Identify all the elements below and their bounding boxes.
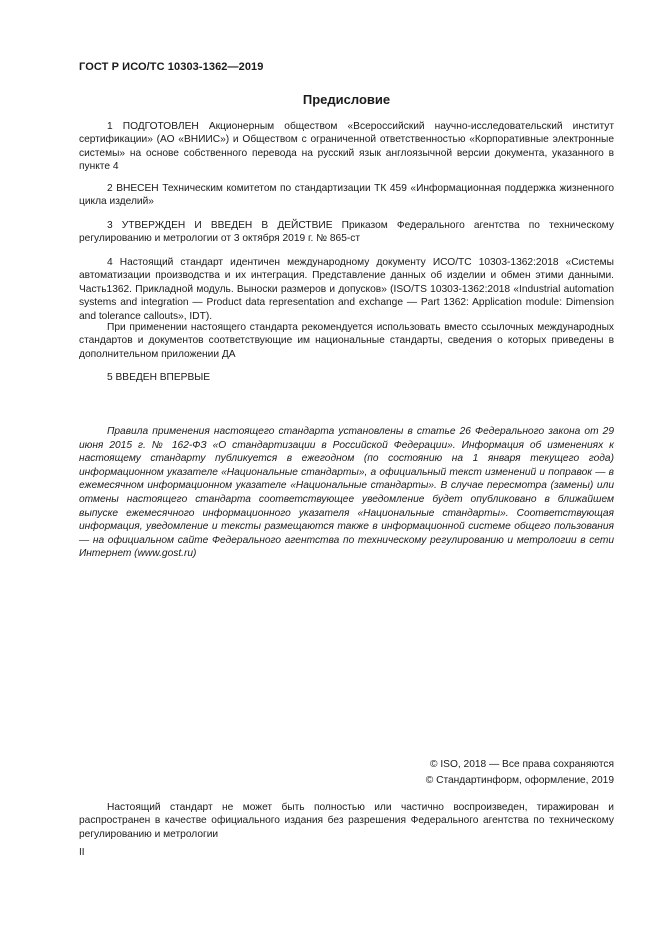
paragraph-text: При применении настоящего стандарта рекомендуется использовать вместо ссылочных международных стандартов и документов соответствующие им национальные стандарты, сведения о которых приведены в дополнительном приложении ДА bbox=[79, 322, 614, 360]
paragraph-text: 4 Настоящий стандарт идентичен международному документу ИСО/ТС 10303-1362:2018 «Системы автоматизации производства и их интеграция. Представление данных об изделии и обмен этими данными. Часть1362. Прикладной модуль. Выноски размеров и допусков» (ISO/TS 10303-1362:2018 «Industrial automation systems and integration — Product data representation and exchange — Part 1362: Application module: Dimension and tolerance callouts», IDT). bbox=[79, 257, 614, 322]
page-number: II bbox=[79, 847, 85, 858]
page-title bbox=[0, 92, 661, 107]
notice-text: Настоящий стандарт не может быть полностью или частично воспроизведен, тиражирован и распространен в качестве официального издания без разрешения Федерального агентства по техническому регулированию и метрологии bbox=[79, 802, 614, 840]
paragraph-identical-to bbox=[79, 256, 614, 323]
page-title-text: Предисловие bbox=[302, 92, 391, 107]
reproduction-notice bbox=[79, 801, 614, 841]
paragraph-text: 1 ПОДГОТОВЛЕН Акционерным обществом «Всероссийский научно-исследовательский институт сертификации» (АО «ВНИИС») и Обществом с ограниченной ответственностью «Корпоративные электронные системы» на основе собственного перевода на русский язык англоязычной версии документа, указанного в пункте 4 bbox=[79, 121, 614, 173]
paragraph-introduced-by bbox=[79, 182, 614, 209]
application-rules-note bbox=[79, 425, 614, 561]
copyright-standartinform: © Стандартинформ, оформление, 2019 bbox=[425, 775, 614, 786]
paragraph-introduced-first bbox=[79, 371, 614, 384]
note-text: Правила применения настоящего стандарта установлены в статье 26 Федерального закона от 29 июня 2015 г. № 162-ФЗ «О стандартизации в Российской Федерации». Информация об изменениях к настоящему стандарту публикуется в ежегодном (по состоянию на 1 января текущего года) информационном указателе «Национальные стандарты», а официальный текст изменений и поправок — в ежемесячном информационном указателе «Национальные стандарты». В случае пересмотра (замены) или отмены настоящего стандарта соответствующее уведомление будет опубликовано в ближайшем выпуске ежемесячного информационного указателя «Национальные стандарты». Соответствующая информация, уведомление и тексты размещаются также в информационной системе общего пользования — на официальном сайте Федерального агентства по техническому регулированию и метрологии в сети Интернет (www.gost.ru) bbox=[79, 426, 614, 560]
copyright-iso: © ISO, 2018 — Все права сохраняются bbox=[430, 759, 614, 770]
paragraph-text: 3 УТВЕРЖДЕН И ВВЕДЕН В ДЕЙСТВИЕ Приказом Федерального агентства по техническому регулированию и метрологии от 3 октября 2019 г. № 865-ст bbox=[79, 220, 614, 245]
paragraph-application-note bbox=[79, 321, 614, 361]
paragraph-prepared-by bbox=[79, 120, 614, 174]
standard-code: ГОСТ Р ИСО/ТС 10303-1362—2019 bbox=[79, 61, 264, 73]
paragraph-approved bbox=[79, 219, 614, 246]
paragraph-text: 2 ВНЕСЕН Техническим комитетом по стандартизации ТК 459 «Информационная поддержка жизненного цикла изделий» bbox=[79, 183, 614, 208]
paragraph-text: 5 ВВЕДЕН ВПЕРВЫЕ bbox=[107, 372, 211, 383]
